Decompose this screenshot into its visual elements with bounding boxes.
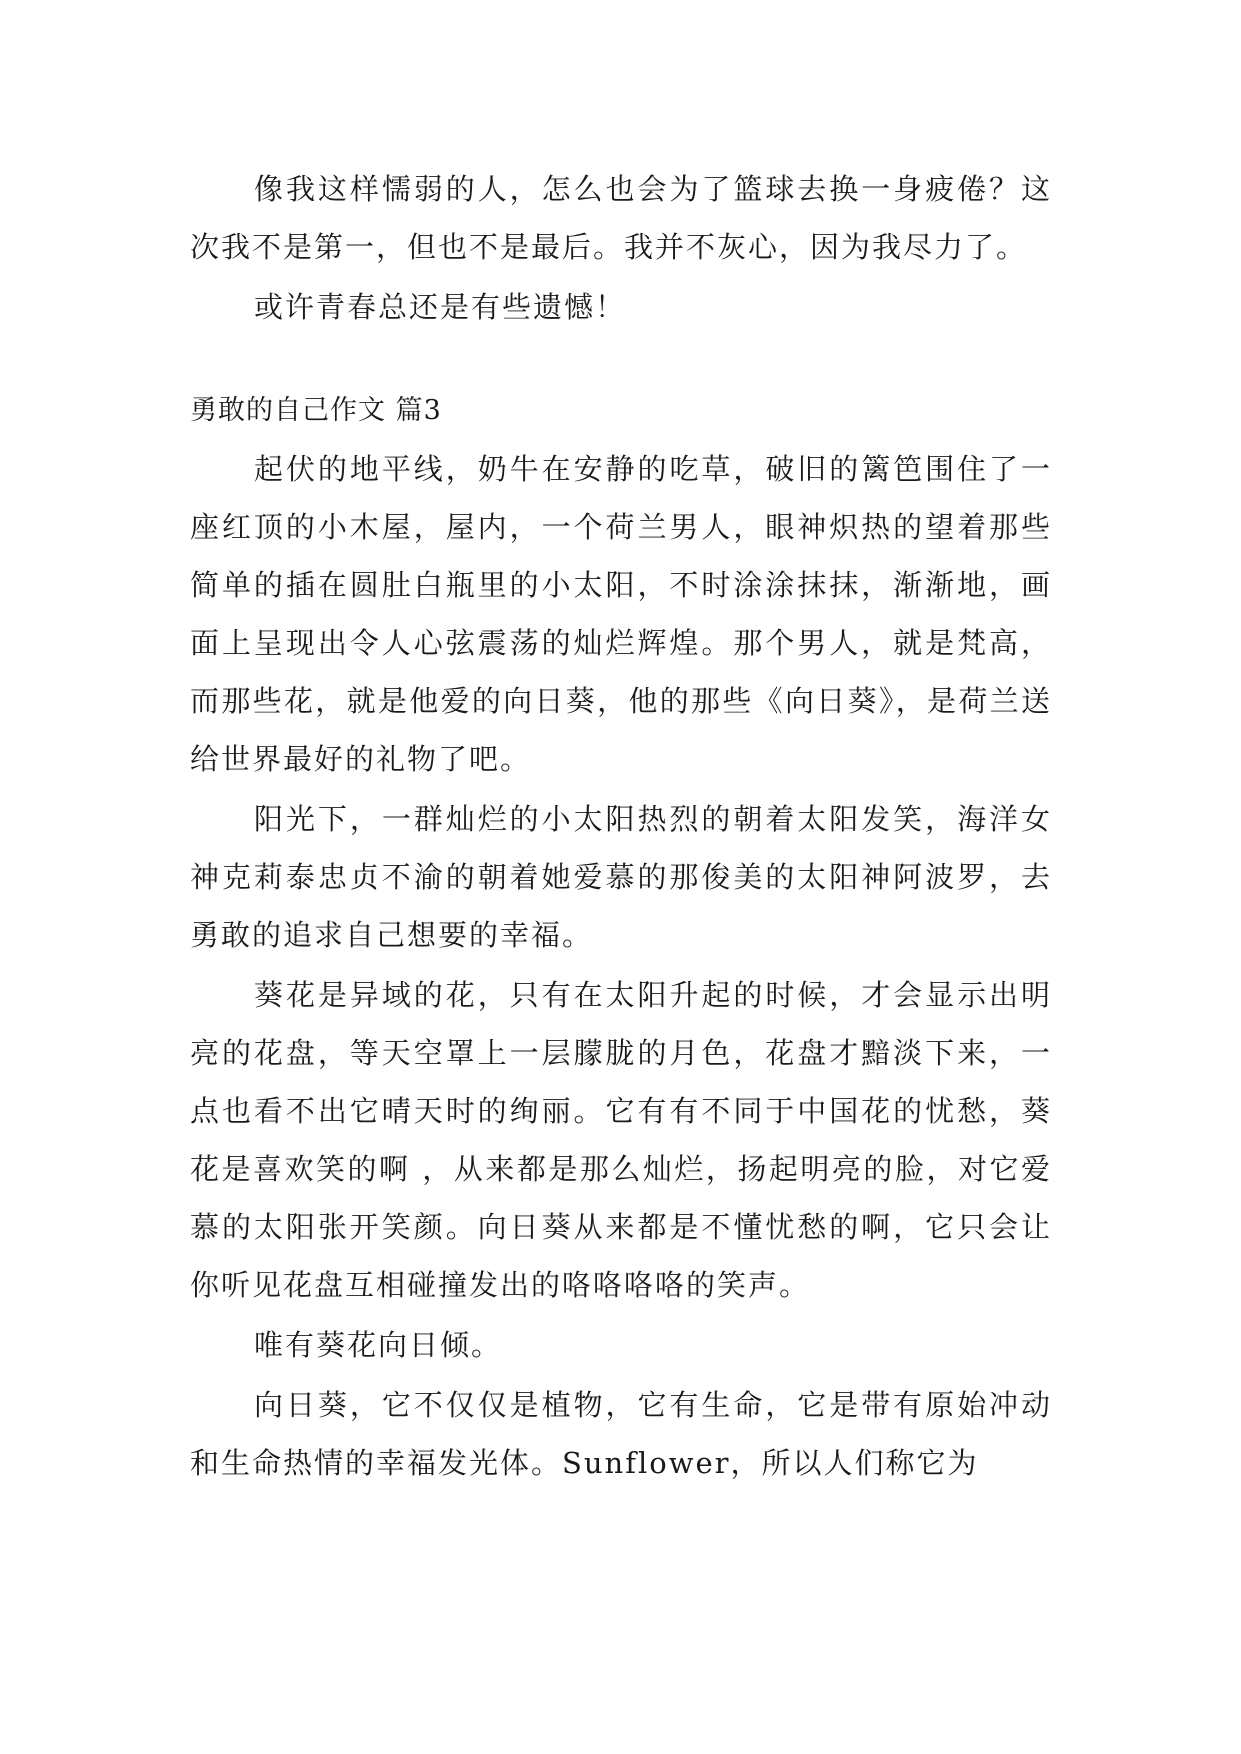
paragraph: 向日葵，它不仅仅是植物，它有生命，它是带有原始冲动和生命热情的幸福发光体。Sunflower，所以人们称它为 — [190, 1388, 1052, 1480]
paragraph: 阳光下，一群灿烂的小太阳热烈的朝着太阳发笑，海洋女神克莉泰忠贞不渝的朝着她爱慕的那俊美的太阳神阿波罗，去勇敢的追求自己想要的幸福。 — [190, 802, 1052, 952]
paragraph: 葵花是异域的花，只有在太阳升起的时候，才会显示出明亮的花盘，等天空罩上一层朦胧的月色，花盘才黯淡下来，一点也看不出它晴天时的绚丽。它有有不同于中国花的忧愁，葵花是喜欢笑的啊 ，从来都是那么灿烂，扬起明亮的脸，对它爱慕的太阳张开笑颜。向日葵从来都是不懂忧愁的啊，它只会让你听见花盘互相碰撞发出的咯咯咯咯的笑声。 — [190, 978, 1052, 1302]
paragraph: 像我这样懦弱的人，怎么也会为了篮球去换一身疲倦？这次我不是第一，但也不是最后。我并不灰心，因为我尽力了。 — [190, 172, 1052, 264]
document-page — [190, 160, 1052, 1494]
paragraph: 唯有葵花向日倾。 — [254, 1328, 503, 1362]
section-title: 勇敢的自己作文 篇3 — [190, 395, 442, 426]
paragraph: 起伏的地平线，奶牛在安静的吃草，破旧的篱笆围住了一座红顶的小木屋，屋内，一个荷兰男人，眼神炽热的望着那些简单的插在圆肚白瓶里的小太阳，不时涂涂抹抹，渐渐地，画面上呈现出令人心弦震荡的灿烂辉煌。那个男人，就是梵高，而那些花，就是他爱的向日葵，他的那些《向日葵》，是荷兰送给世界最好的礼物了吧。 — [190, 452, 1052, 776]
paragraph: 或许青春总还是有些遗憾！ — [254, 290, 627, 324]
